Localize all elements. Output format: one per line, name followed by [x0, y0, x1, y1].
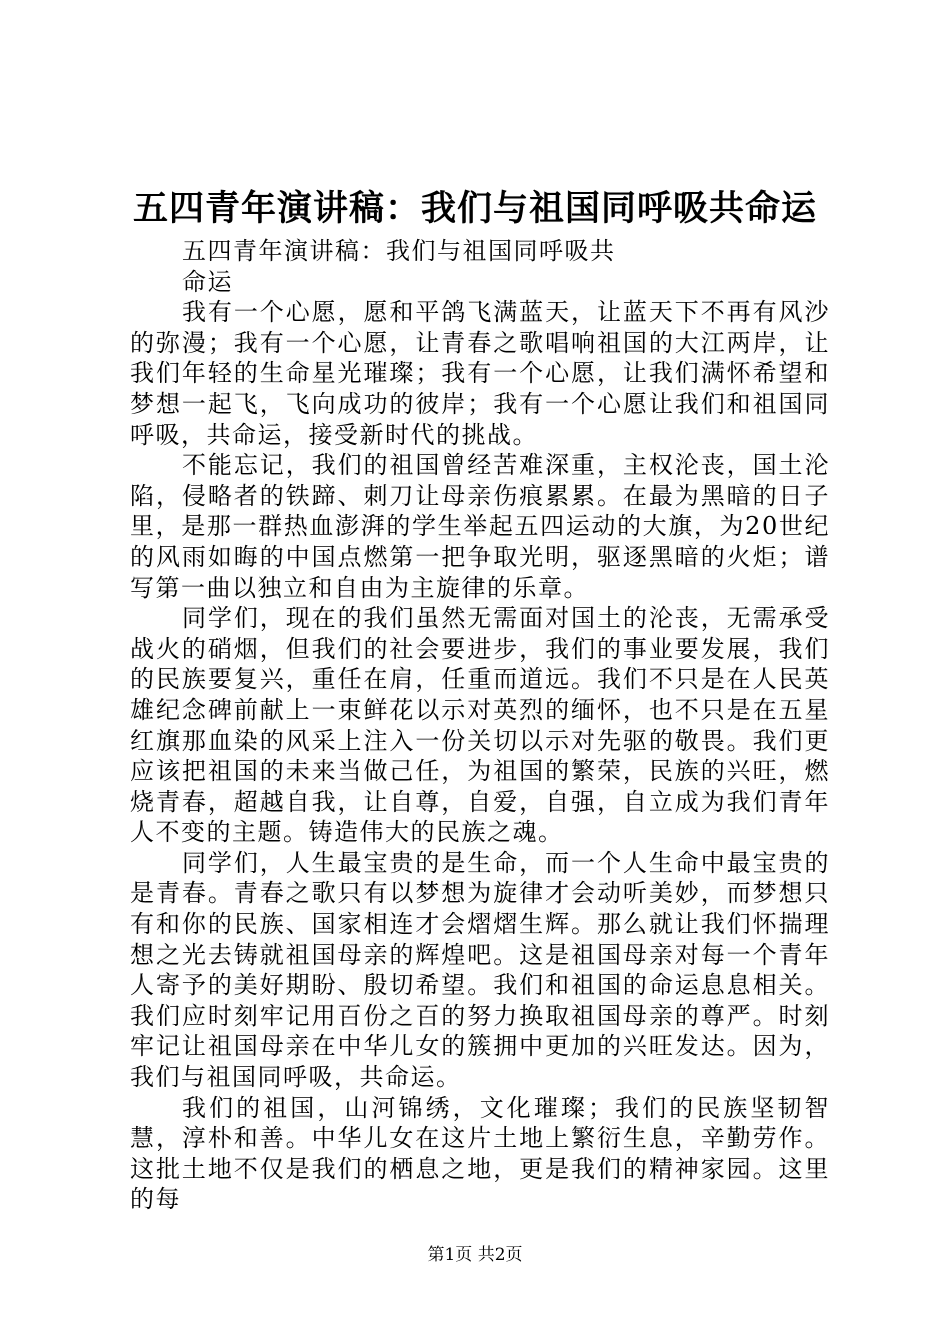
- subtitle-line-1: 五四青年演讲稿：我们与祖国同呼吸共: [182, 237, 616, 265]
- subtitle-line-2: 命运: [182, 267, 233, 296]
- paragraph: 同学们，现在的我们虽然无需面对国土的沦丧，无需承受战火的硝烟，但我们的社会要进步，我们的事业要发展，我们的民族要复兴，重任在肩，任重而道远。我们不只是在人民英雄纪念碑前献上一束鲜花以示对英烈的缅怀，也不只是在五星红旗那血染的风采上注入一份关切以示对先驱的敬畏。我们更应该把祖国的未来当做己任，为祖国的繁荣，民族的兴旺，燃烧青春，超越自我，让自尊，自爱，自强，自立成为我们青年人不变的主题。铸造伟大的民族之魂。: [130, 604, 830, 847]
- document-title: 五四青年演讲稿：我们与祖国同呼吸共命运: [132, 189, 817, 229]
- paragraph: 我有一个心愿，愿和平鸽飞满蓝天，让蓝天下不再有风沙的弥漫；我有一个心愿，让青春之歌唱响祖国的大江两岸，让我们年轻的生命星光璀璨；我有一个心愿，让我们满怀希望和梦想一起飞，飞向成功的彼岸；我有一个心愿让我们和祖国同呼吸，共命运，接受新时代的挑战。: [130, 298, 830, 449]
- page-number-footer: 第1页 共2页: [427, 1245, 523, 1265]
- paragraph: 我们的祖国，山河锦绣，文化璀璨；我们的民族坚韧智慧，淳朴和善。中华儿女在这片土地上繁衍生息，辛勤劳作。这批土地不仅是我们的栖息之地，更是我们的精神家园。这里的每: [130, 1093, 830, 1214]
- document-body: [130, 236, 830, 1215]
- paragraph: 同学们，人生最宝贵的是生命，而一个人生命中最宝贵的是青春。青春之歌只有以梦想为旋律才会动听美妙，而梦想只有和你的民族、国家相连才会熠熠生辉。那么就让我们怀揣理想之光去铸就祖国母亲的辉煌吧。这是祖国母亲对每一个青年人寄予的美好期盼、殷切希望。我们和祖国的命运息息相关。我们应时刻牢记用百份之百的努力换取祖国母亲的尊严。时刻牢记让祖国母亲在中华儿女的簇拥中更加的兴旺发达。因为，我们与祖国同呼吸，共命运。: [130, 848, 830, 1092]
- paragraph: 不能忘记，我们的祖国曾经苦难深重，主权沦丧，国土沦陷，侵略者的铁蹄、刺刀让母亲伤痕累累。在最为黑暗的日子里，是那一群热血澎湃的学生举起五四运动的大旗，为20世纪的风雨如晦的中国点燃第一把争取光明，驱逐黑暗的火炬；谱写第一曲以独立和自由为主旋律的乐章。: [130, 451, 830, 602]
